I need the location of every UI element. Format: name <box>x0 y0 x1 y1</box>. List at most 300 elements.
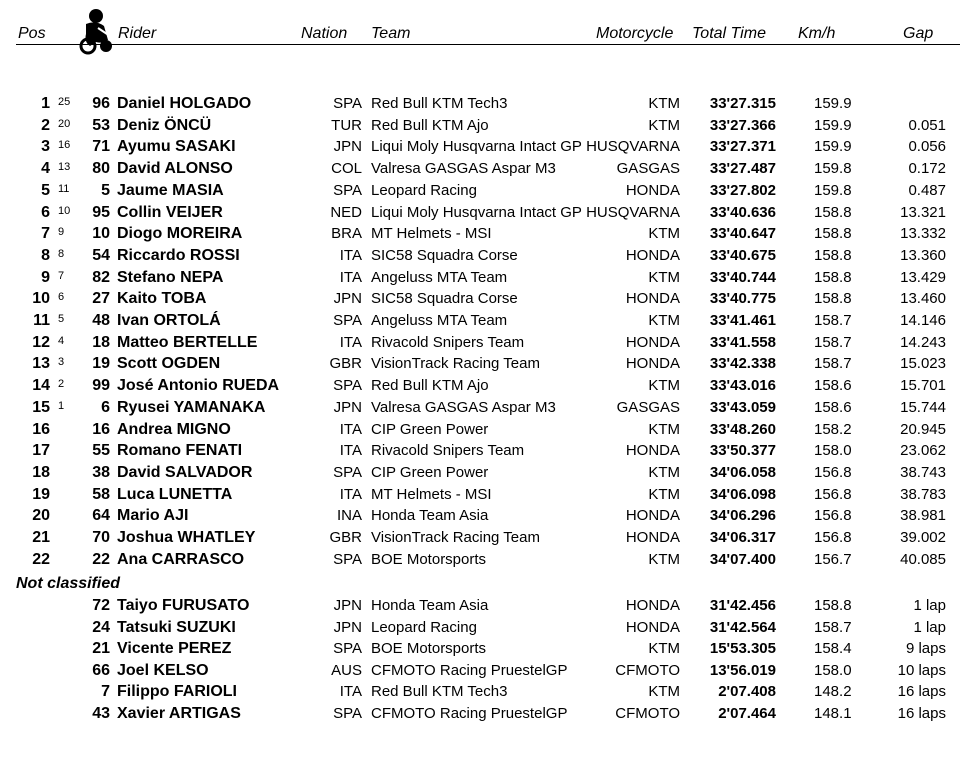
team: Valresa GASGAS Aspar M3 <box>371 160 556 178</box>
rider-name: Ryusei YAMANAKA <box>117 398 266 416</box>
table-row <box>0 333 976 355</box>
gap: 0.487 <box>908 181 946 199</box>
table-row <box>0 639 976 661</box>
motorcycle: GASGAS <box>616 160 680 178</box>
header-team: Team <box>371 25 411 42</box>
rider-name: José Antonio RUEDA <box>117 377 280 395</box>
gap: 38.743 <box>900 463 946 481</box>
points: 1 <box>58 399 65 412</box>
speed-kmh: 158.8 <box>814 268 852 286</box>
team: BOE Motorsports <box>371 550 487 568</box>
rider-name: Vicente PEREZ <box>117 640 232 658</box>
team: SIC58 Squadra Corse <box>371 246 518 264</box>
speed-kmh: 148.1 <box>814 705 852 722</box>
table-row <box>0 376 976 398</box>
team: VisionTrack Racing Team <box>371 529 540 546</box>
speed-kmh: 148.2 <box>814 683 852 701</box>
motorcycle: HUSQVARNA <box>586 138 680 156</box>
total-time: 33'27.366 <box>709 116 776 134</box>
rider-name: Matteo BERTELLE <box>117 333 258 351</box>
speed-kmh: 158.8 <box>814 597 852 614</box>
header-gap: Gap <box>903 25 934 42</box>
rider-name: Filippo FARIOLI <box>117 683 237 701</box>
gap: 1 lap <box>913 618 946 636</box>
total-time: 34'06.058 <box>709 463 776 481</box>
rider-number: 72 <box>92 597 110 614</box>
rider-number: 66 <box>92 661 110 679</box>
speed-kmh: 158.8 <box>814 225 852 243</box>
gap: 20.945 <box>900 420 946 438</box>
total-time: 33'40.775 <box>709 290 776 308</box>
rider-name: Romano FENATI <box>117 442 243 460</box>
rider-number: 19 <box>92 355 110 373</box>
gap: 0.172 <box>908 160 946 178</box>
speed-kmh: 158.7 <box>814 312 852 329</box>
table-row <box>0 246 976 268</box>
motorcycle: GASGAS <box>616 398 680 416</box>
nation: BRA <box>331 225 362 243</box>
rider-number: 7 <box>101 683 110 701</box>
nation: GBR <box>329 529 362 546</box>
table-row <box>0 159 976 181</box>
team: Honda Team Asia <box>371 507 489 525</box>
position: 14 <box>32 377 50 395</box>
motorcycle: HONDA <box>625 246 680 264</box>
not-classified-heading: Not classified <box>16 575 121 592</box>
speed-kmh: 158.8 <box>814 246 852 264</box>
speed-kmh: 158.0 <box>814 661 852 679</box>
position: 8 <box>41 246 50 264</box>
speed-kmh: 159.9 <box>814 116 852 134</box>
rider-number: 58 <box>92 485 110 503</box>
total-time: 33'40.675 <box>709 246 776 264</box>
table-row <box>0 181 976 203</box>
motorcycle: HONDA <box>625 507 680 525</box>
motorcycle: HONDA <box>625 529 680 546</box>
rider-number: 18 <box>92 333 110 351</box>
nation: SPA <box>333 640 362 658</box>
position: 3 <box>41 138 50 156</box>
rider-number: 21 <box>92 640 110 658</box>
motorcycle-rider-icon <box>76 6 116 56</box>
motorcycle: KTM <box>648 377 680 395</box>
total-time: 34'07.400 <box>709 550 776 568</box>
rider-number: 95 <box>92 203 110 221</box>
rider-name: Mario AJI <box>117 507 189 525</box>
gap: 15.023 <box>900 355 946 373</box>
nation: SPA <box>333 312 362 329</box>
rider-name: Taiyo FURUSATO <box>117 597 250 614</box>
motorcycle: KTM <box>648 95 680 112</box>
rider-name: Luca LUNETTA <box>117 485 233 503</box>
points: 20 <box>58 117 71 130</box>
motorcycle: KTM <box>648 420 680 438</box>
points: 16 <box>58 139 71 152</box>
table-header <box>0 0 976 46</box>
points: 9 <box>58 226 65 239</box>
rider-name: Riccardo ROSSI <box>117 246 240 264</box>
motorcycle: HONDA <box>625 333 680 351</box>
position: 2 <box>41 116 50 134</box>
gap: 9 laps <box>905 640 946 658</box>
motorcycle: HONDA <box>625 181 680 199</box>
nation: TUR <box>331 116 362 134</box>
table-row <box>0 618 976 640</box>
header-total-time: Total Time <box>692 25 766 42</box>
gap: 15.701 <box>900 377 946 395</box>
total-time: 34'06.296 <box>709 507 776 525</box>
speed-kmh: 158.8 <box>814 203 852 221</box>
gap: 1 lap <box>913 597 946 614</box>
total-time: 31'42.456 <box>709 597 776 614</box>
speed-kmh: 158.4 <box>814 640 852 658</box>
motorcycle: HONDA <box>625 290 680 308</box>
total-time: 2'07.408 <box>718 683 776 701</box>
team: Angeluss MTA Team <box>371 312 508 329</box>
nation: JPN <box>333 398 362 416</box>
rider-number: 27 <box>92 290 110 308</box>
rider-number: 10 <box>92 225 110 243</box>
motorcycle: KTM <box>648 225 680 243</box>
team: Red Bull KTM Tech3 <box>371 95 508 112</box>
table-row <box>0 94 976 116</box>
nation: SPA <box>333 705 362 722</box>
position: 21 <box>32 529 50 546</box>
motorcycle: KTM <box>648 485 680 503</box>
nation: ITA <box>339 333 362 351</box>
table-row <box>0 311 976 333</box>
nation: JPN <box>333 138 362 156</box>
rider-name: Diogo MOREIRA <box>117 225 243 243</box>
rider-number: 96 <box>92 95 110 112</box>
gap: 15.744 <box>900 398 946 416</box>
position: 13 <box>32 355 50 373</box>
points: 10 <box>58 204 71 217</box>
team: Honda Team Asia <box>371 597 489 614</box>
team: Red Bull KTM Ajo <box>371 377 489 395</box>
motorcycle: HUSQVARNA <box>586 203 680 221</box>
position: 11 <box>33 312 50 329</box>
gap: 13.360 <box>900 246 946 264</box>
total-time: 31'42.564 <box>709 618 776 636</box>
table-row <box>0 398 976 420</box>
total-time: 33'27.315 <box>709 95 776 112</box>
rider-name: Joel KELSO <box>117 661 209 679</box>
points: 25 <box>58 96 71 108</box>
table-row <box>0 289 976 311</box>
speed-kmh: 156.8 <box>814 507 852 525</box>
position: 7 <box>41 225 50 243</box>
gap: 0.056 <box>908 138 946 156</box>
speed-kmh: 159.8 <box>814 181 852 199</box>
gap: 13.321 <box>900 203 946 221</box>
header-motorcycle: Motorcycle <box>596 25 674 42</box>
rider-number: 48 <box>92 312 110 329</box>
nation: AUS <box>331 661 362 679</box>
position: 12 <box>32 333 50 351</box>
rider-number: 6 <box>101 398 110 416</box>
header-rider: Rider <box>118 25 157 42</box>
nation: SPA <box>333 95 362 112</box>
nation: ITA <box>339 683 362 701</box>
points: 5 <box>58 313 65 325</box>
position: 16 <box>32 420 50 438</box>
speed-kmh: 158.0 <box>814 442 852 460</box>
table-row <box>0 420 976 442</box>
table-row <box>0 268 976 290</box>
rider-name: Stefano NEPA <box>117 268 224 286</box>
position: 20 <box>32 507 50 525</box>
points: 11 <box>58 182 70 195</box>
team: CFMOTO Racing PruestelGP <box>371 705 568 722</box>
table-row <box>0 137 976 159</box>
gap: 16 laps <box>897 683 946 701</box>
speed-kmh: 158.2 <box>814 420 852 438</box>
points: 3 <box>58 356 65 369</box>
rider-name: David ALONSO <box>117 160 233 178</box>
team: Rivacold Snipers Team <box>371 442 525 460</box>
speed-kmh: 158.6 <box>814 398 852 416</box>
total-time: 33'42.338 <box>709 355 776 373</box>
gap: 0.051 <box>908 116 946 134</box>
total-time: 34'06.317 <box>709 529 776 546</box>
gap: 38.783 <box>900 485 946 503</box>
rider-name: Andrea MIGNO <box>117 420 231 438</box>
gap: 40.085 <box>900 550 946 568</box>
speed-kmh: 159.9 <box>814 138 852 156</box>
motorcycle: KTM <box>648 312 680 329</box>
total-time: 33'43.059 <box>709 398 776 416</box>
team: Red Bull KTM Ajo <box>371 116 489 134</box>
motorcycle: HONDA <box>625 597 680 614</box>
total-time: 33'27.802 <box>709 181 776 199</box>
position: 17 <box>32 442 50 460</box>
rider-name: Ana CARRASCO <box>117 550 245 568</box>
total-time: 33'50.377 <box>709 442 776 460</box>
table-row <box>0 116 976 138</box>
rider-number: 24 <box>92 618 110 636</box>
nation: JPN <box>333 290 362 308</box>
team: CIP Green Power <box>371 463 489 481</box>
team: CFMOTO Racing PruestelGP <box>371 661 568 679</box>
team: SIC58 Squadra Corse <box>371 290 518 308</box>
nation: NED <box>330 203 362 221</box>
speed-kmh: 156.8 <box>814 529 852 546</box>
rider-number: 55 <box>92 442 110 460</box>
team: Liqui Moly Husqvarna Intact GP <box>371 138 582 156</box>
rider-number: 22 <box>92 550 110 568</box>
position: 19 <box>32 485 50 503</box>
nation: SPA <box>333 550 362 568</box>
rider-number: 64 <box>92 507 110 525</box>
total-time: 33'40.636 <box>709 203 776 221</box>
position: 5 <box>41 181 50 199</box>
team: Rivacold Snipers Team <box>371 333 525 351</box>
gap: 13.332 <box>900 225 946 243</box>
total-time: 33'48.260 <box>709 420 776 438</box>
team: Leopard Racing <box>371 618 477 636</box>
points: 2 <box>58 378 65 391</box>
motorcycle: HONDA <box>625 618 680 636</box>
team: MT Helmets - MSI <box>371 225 492 243</box>
motorcycle: KTM <box>648 640 680 658</box>
table-row <box>0 203 976 225</box>
table-row <box>0 682 976 704</box>
table-row <box>0 550 976 572</box>
table-row <box>0 528 976 550</box>
total-time: 2'07.464 <box>718 705 776 722</box>
rider-number: 53 <box>92 116 110 134</box>
team: Angeluss MTA Team <box>371 268 508 286</box>
position: 4 <box>41 160 50 178</box>
position: 18 <box>32 463 50 481</box>
team: Liqui Moly Husqvarna Intact GP <box>371 203 582 221</box>
gap: 38.981 <box>900 507 946 525</box>
motorcycle: HONDA <box>625 355 680 373</box>
nation: COL <box>331 160 362 178</box>
motorcycle: KTM <box>648 268 680 286</box>
motorcycle: HONDA <box>625 442 680 460</box>
rider-name: Kaito TOBA <box>117 290 207 308</box>
position: 9 <box>41 268 50 286</box>
speed-kmh: 156.8 <box>814 463 852 481</box>
rider-number: 16 <box>92 420 110 438</box>
nation: GBR <box>329 355 362 373</box>
table-row <box>0 661 976 683</box>
rider-number: 70 <box>92 529 110 546</box>
rider-name: Jaume MASIA <box>117 181 224 199</box>
rider-name: Xavier ARTIGAS <box>117 705 241 722</box>
team: MT Helmets - MSI <box>371 485 492 503</box>
rider-name: Tatsuki SUZUKI <box>117 618 236 636</box>
table-row <box>0 596 976 618</box>
team: Valresa GASGAS Aspar M3 <box>371 398 556 416</box>
nation: JPN <box>333 618 362 636</box>
total-time: 33'27.371 <box>709 138 776 156</box>
speed-kmh: 158.7 <box>814 618 852 636</box>
rider-number: 43 <box>92 705 110 722</box>
rider-name: Ayumu SASAKI <box>117 138 236 156</box>
table-row <box>0 224 976 246</box>
rider-name: Joshua WHATLEY <box>117 529 256 546</box>
total-time: 33'41.558 <box>709 333 776 351</box>
rider-number: 38 <box>92 463 110 481</box>
nation: ITA <box>339 442 362 460</box>
position: 10 <box>32 290 50 308</box>
total-time: 15'53.305 <box>709 640 776 658</box>
gap: 10 laps <box>897 661 946 679</box>
rider-name: David SALVADOR <box>117 463 253 481</box>
points: 4 <box>58 334 65 347</box>
total-time: 34'06.098 <box>709 485 776 503</box>
total-time: 33'40.744 <box>709 268 776 286</box>
motorcycle: KTM <box>648 550 680 568</box>
rider-number: 80 <box>92 160 110 178</box>
speed-kmh: 159.8 <box>814 160 852 178</box>
rider-number: 54 <box>92 246 110 264</box>
speed-kmh: 158.7 <box>814 355 852 373</box>
position: 6 <box>41 203 50 221</box>
total-time: 33'40.647 <box>709 225 776 243</box>
team: Leopard Racing <box>371 181 477 199</box>
table-row <box>0 354 976 376</box>
points: 13 <box>58 161 71 174</box>
speed-kmh: 158.6 <box>814 377 852 395</box>
nation: JPN <box>333 597 362 614</box>
table-row <box>0 463 976 485</box>
nation: SPA <box>333 377 362 395</box>
speed-kmh: 156.7 <box>814 550 852 568</box>
team: CIP Green Power <box>371 420 489 438</box>
header-kmh: Km/h <box>798 25 836 42</box>
header-pos: Pos <box>18 25 46 42</box>
rider-name: Collin VEIJER <box>117 203 223 221</box>
table-row <box>0 704 976 726</box>
total-time: 33'27.487 <box>709 160 776 178</box>
gap: 14.146 <box>900 312 946 329</box>
team: Red Bull KTM Tech3 <box>371 683 508 701</box>
rider-number: 71 <box>92 138 110 156</box>
rider-name: Ivan ORTOLÁ <box>117 312 221 329</box>
speed-kmh: 159.9 <box>814 95 852 112</box>
gap: 39.002 <box>900 529 946 546</box>
rider-name: Deniz ÖNCÜ <box>117 116 212 134</box>
table-row <box>0 485 976 507</box>
rider-name: Scott OGDEN <box>117 355 221 373</box>
motorcycle: CFMOTO <box>615 705 680 722</box>
points: 7 <box>58 269 65 282</box>
rider-name: Daniel HOLGADO <box>117 95 252 112</box>
motorcycle: KTM <box>648 683 680 701</box>
nation: SPA <box>333 181 362 199</box>
nation: SPA <box>333 463 362 481</box>
total-time: 33'43.016 <box>709 377 776 395</box>
team: VisionTrack Racing Team <box>371 355 540 373</box>
speed-kmh: 158.7 <box>814 333 852 351</box>
total-time: 13'56.019 <box>709 661 776 679</box>
header-nation: Nation <box>301 25 348 42</box>
nation: ITA <box>339 268 362 286</box>
points: 6 <box>58 291 65 304</box>
table-row <box>0 441 976 463</box>
motorcycle: KTM <box>648 116 680 134</box>
gap: 13.429 <box>900 268 946 286</box>
points: 8 <box>58 247 65 260</box>
nation: ITA <box>339 420 362 438</box>
gap: 13.460 <box>900 290 946 308</box>
nation: INA <box>336 507 362 525</box>
motorcycle: CFMOTO <box>615 661 680 679</box>
gap: 23.062 <box>900 442 946 460</box>
position: 22 <box>32 550 50 568</box>
speed-kmh: 156.8 <box>814 485 852 503</box>
table-row <box>0 506 976 528</box>
position: 1 <box>41 95 50 112</box>
rider-number: 5 <box>101 181 110 199</box>
total-time: 33'41.461 <box>709 312 776 329</box>
header-divider <box>16 44 960 45</box>
position: 15 <box>32 398 50 416</box>
nation: ITA <box>339 485 362 503</box>
nation: ITA <box>339 246 362 264</box>
gap: 16 laps <box>897 705 946 722</box>
speed-kmh: 158.8 <box>814 290 852 308</box>
motorcycle: KTM <box>648 463 680 481</box>
gap: 14.243 <box>900 333 946 351</box>
team: BOE Motorsports <box>371 640 487 658</box>
rider-number: 99 <box>92 377 110 395</box>
rider-number: 82 <box>92 268 110 286</box>
